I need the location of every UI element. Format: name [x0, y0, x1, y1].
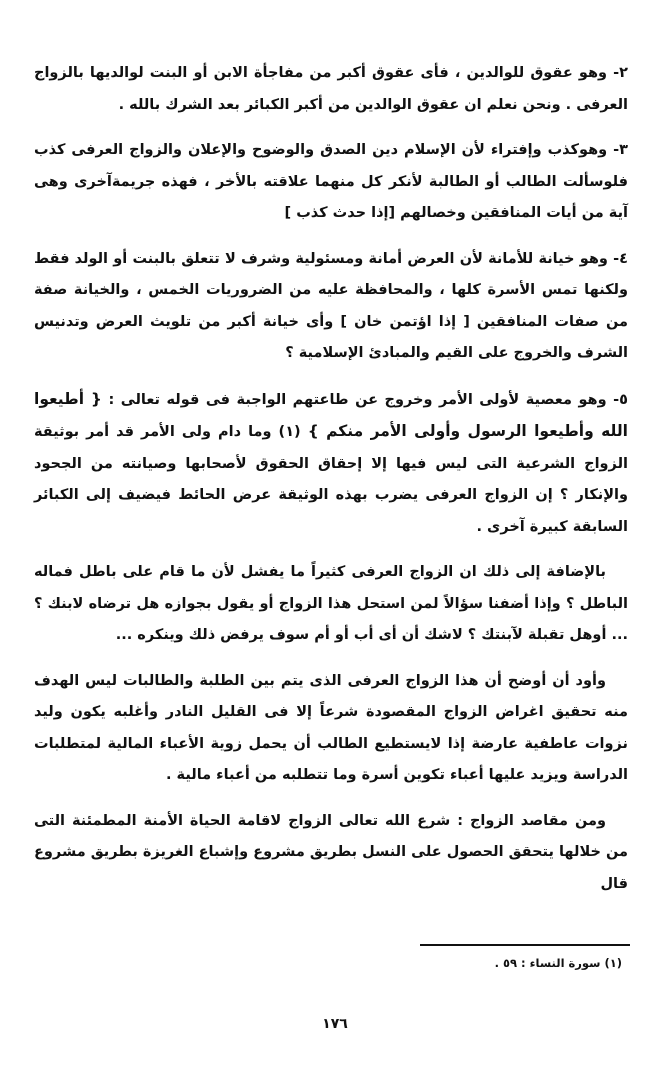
footnote-divider: [420, 944, 630, 946]
paragraph-students: وأود أن أوضح أن هذا الزواج العرفى الذى يتم بين الطلبة والطالبات ليس الهدف منه تحقيق اغراض الزواج المقصودة شرعاً إلا فى القليل النادر وأغلبه يكون وليد نزوات عاطفية عارضة إذا لايستطيع الطالب أن يحمل زوية الأعباء المالية لمتطلبات الدراسة ويزيد عليها أعباء تكوين أسرة وما تتطلبه من أعباء مالية .: [34, 672, 628, 783]
list-item-5-intro: ٥- وهو معصية لأولى الأمر وخروج عن طاعتهم الواجبة فى قوله تعالى :: [101, 391, 628, 408]
paragraph-marriage-aims: ومن مقاصد الزواج : شرع الله تعالى الزواج لاقامة الحياة الأمنة المطمئنة التى من خلالها يتحقق الحصول على النسل بطريق مشروع وإشباع الغريزة بطريق مشروع قال: [34, 812, 628, 892]
list-item-3: ٣- وهوكذب وإفتراء لأن الإسلام دين الصدق والوضوح والإعلان والزواج العرفى كذب فلوسألت الطالب أو الطالبة لأنكر كل منهما علاقته بالأخر ، فهذه جريمةآخرى وهى آية من أيات المنافقين وخصالهم [إذا حدث كذب ]: [34, 142, 628, 221]
list-item-5: [34, 384, 628, 544]
list-item-2: ٢- وهو عقوق للوالدين ، فأى عقوق أكبر من مفاجأة الابن أو البنت لوالديها بالزواج العرفى . ونحن نعلم ان عقوق الوالدين من أكبر الكبائر بعد الشرك بالله .: [34, 65, 628, 113]
paragraph-failure: بالإضافة إلى ذلك ان الزواج العرفى كثيراً ما يفشل لأن ما قام على باطل فماله الباطل ؟ وإذا أضفنا سؤالاً لمن استحل هذا الزواج أو يقول بجوازه هل ترضاه لابنك ؟ ... أوهل تقبلة لآبنتك ؟ لاشك أن أى أب أو أم سوف يرفض ذلك وينكره ...: [34, 564, 628, 643]
list-item-4: ٤- وهو خيانة للأمانة لأن العرض أمانة ومسئولية وشرف لا تتعلق بالبنت أو الولد فقط ولكنها تمس الأسرة كلها ، والمحافظة عليه من الضروريات الخمس ، والخيانة صفة من صفات المنافقين [ إذا اؤتمن خان ] وأى خيانة أكبر من تلويث العرض وتدنيس الشرف والخروج على القيم والمبادئ الإسلامية ؟: [34, 250, 628, 361]
page-number: ١٧٦: [322, 1016, 348, 1032]
footnote: (١) سورة النساء : ٥٩ .: [494, 956, 622, 970]
body-text: [34, 58, 628, 914]
quran-quote: { أطيعوا الله وأطيعوا الرسول وأولى الأمر منكم }: [34, 389, 628, 440]
list-item-5-rest: (١) وما دام ولى الأمر قد أمر بوثيقة الزواج الشرعية التى ليس فيها إلا إحقاق الحقوق لأصحابها وصيانته من الجحود والإنكار ؟ إن الزواج العرفى يضرب بهذه الوثيقة عرض الحائط فيضيف إلى الكبائر السابقة كبيرة آخرى .: [34, 424, 628, 535]
